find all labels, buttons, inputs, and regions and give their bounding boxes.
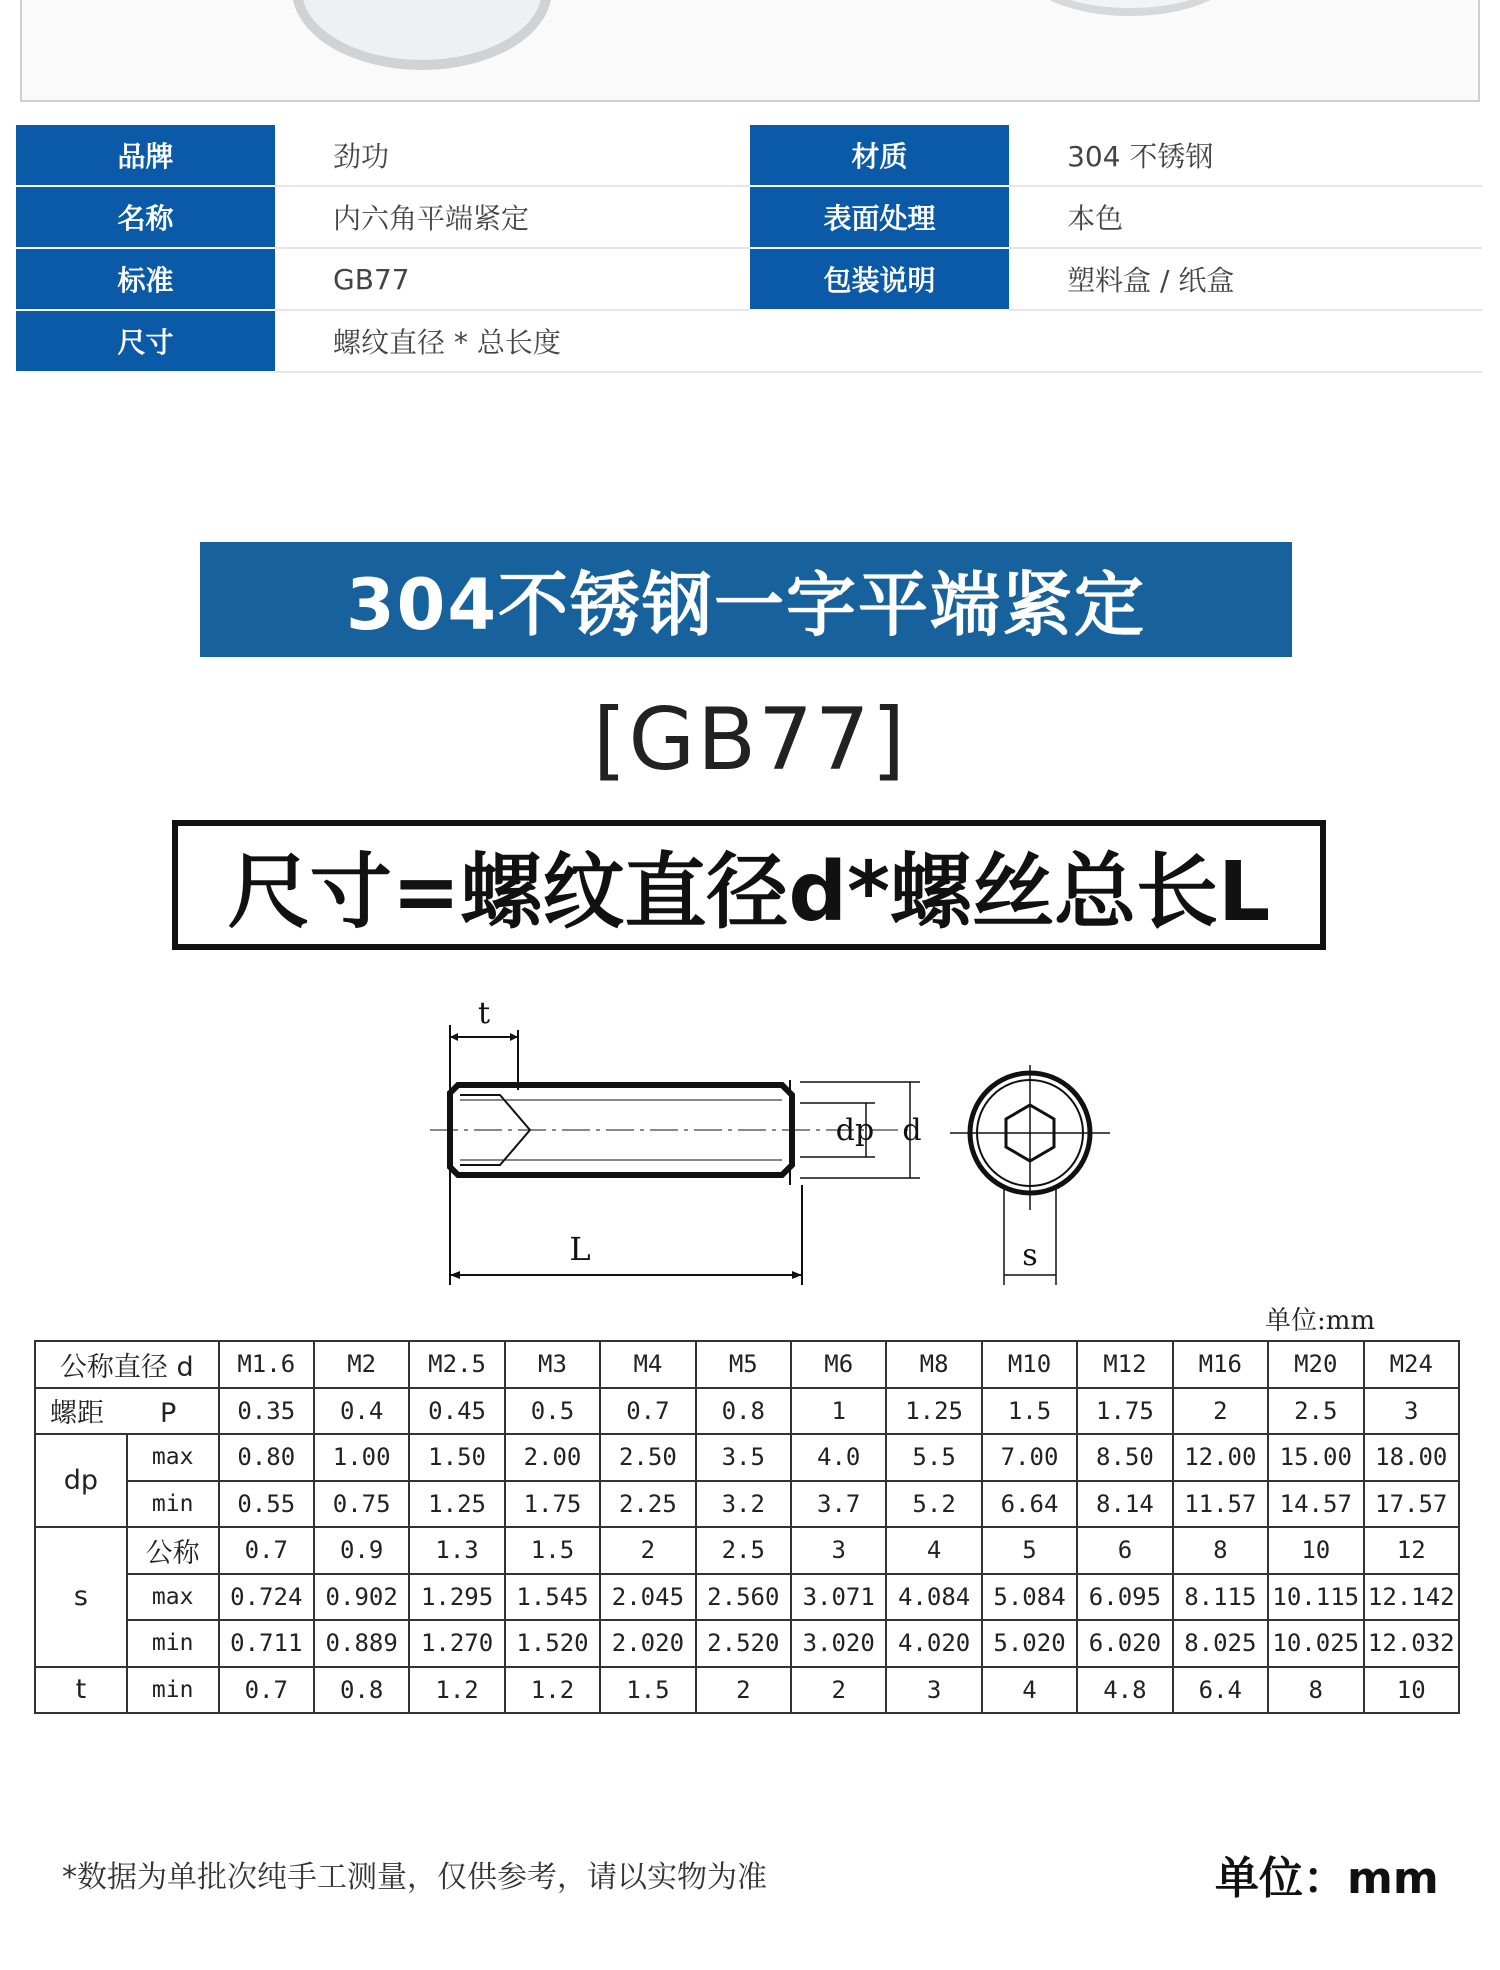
table-cell: 0.8: [696, 1388, 791, 1435]
table-row: [35, 1434, 1459, 1481]
table-cell: 15.00: [1268, 1434, 1363, 1481]
table-cell: 8.025: [1173, 1620, 1268, 1667]
table-cell: 6.4: [1173, 1667, 1268, 1714]
table-cell: 7.00: [982, 1434, 1077, 1481]
max-label: max: [127, 1574, 219, 1621]
table-cell: 8.14: [1077, 1481, 1172, 1528]
table-cell: 0.8: [314, 1667, 409, 1714]
d-label: d: [902, 1113, 922, 1148]
header-label: 公称直径 d: [35, 1341, 219, 1388]
table-cell: 4: [982, 1667, 1077, 1714]
table-cell: 1.270: [409, 1620, 504, 1667]
dp-label: dp: [835, 1113, 875, 1148]
table-cell: 2: [600, 1527, 695, 1574]
spec-table: [16, 125, 1482, 373]
spec-key: 品牌: [16, 125, 275, 186]
table-cell: M10: [982, 1341, 1077, 1388]
table-cell: 3: [886, 1667, 981, 1714]
table-cell: 2.520: [696, 1620, 791, 1667]
table-cell: 0.75: [314, 1481, 409, 1528]
table-cell: 1.3: [409, 1527, 504, 1574]
table-cell: 2.5: [696, 1527, 791, 1574]
pitch-label: [35, 1388, 219, 1435]
table-cell: M16: [1173, 1341, 1268, 1388]
min-label: min: [127, 1667, 219, 1714]
table-cell: 5: [982, 1527, 1077, 1574]
table-cell: 1.25: [409, 1481, 504, 1528]
table-cell: 10: [1268, 1527, 1363, 1574]
table-cell: 2.020: [600, 1620, 695, 1667]
table-cell: 1.00: [314, 1434, 409, 1481]
table-cell: M6: [791, 1341, 886, 1388]
spec-value: 本色: [1009, 186, 1482, 248]
table-cell: 2.5: [1268, 1388, 1363, 1435]
pitch-symbol: P: [160, 1398, 177, 1430]
table-cell: M20: [1268, 1341, 1363, 1388]
title-banner: 304不锈钢一字平端紧定: [200, 542, 1292, 657]
screw-image: [292, 0, 552, 70]
table-cell: M12: [1077, 1341, 1172, 1388]
dp-group-label: dp: [35, 1434, 127, 1527]
product-photo: [20, 0, 1480, 102]
max-label: max: [127, 1434, 219, 1481]
table-cell: 11.57: [1173, 1481, 1268, 1528]
table-row: [35, 1574, 1459, 1621]
table-cell: 0.889: [314, 1620, 409, 1667]
table-cell: 0.35: [219, 1388, 314, 1435]
table-cell: 2.560: [696, 1574, 791, 1621]
table-cell: M1.6: [219, 1341, 314, 1388]
table-cell: 12: [1364, 1527, 1460, 1574]
table-cell: 1.75: [505, 1481, 600, 1528]
table-cell: 2.25: [600, 1481, 695, 1528]
spec-value: 内六角平端紧定: [275, 186, 750, 248]
dimension-table: [34, 1340, 1460, 1714]
dimension-table-body: [35, 1341, 1459, 1713]
table-cell: M2.5: [409, 1341, 504, 1388]
table-cell: 0.902: [314, 1574, 409, 1621]
table-cell: 8: [1268, 1667, 1363, 1714]
table-cell: 2: [791, 1667, 886, 1714]
table-cell: 2: [696, 1667, 791, 1714]
table-row: [35, 1667, 1459, 1714]
table-cell: 12.032: [1364, 1620, 1460, 1667]
spec-value: 劲功: [275, 125, 750, 186]
table-cell: 1.2: [409, 1667, 504, 1714]
table-cell: 14.57: [1268, 1481, 1363, 1528]
spec-key: 尺寸: [16, 310, 275, 372]
spec-key: 名称: [16, 186, 275, 248]
disclaimer-note: *数据为单批次纯手工测量，仅供参考，请以实物为准: [62, 1860, 767, 1895]
spec-value: 螺纹直径 * 总长度: [275, 310, 1482, 372]
table-cell: 4.084: [886, 1574, 981, 1621]
table-cell: M8: [886, 1341, 981, 1388]
table-cell: 0.711: [219, 1620, 314, 1667]
table-cell: M5: [696, 1341, 791, 1388]
table-cell: 2.50: [600, 1434, 695, 1481]
spec-key: 标准: [16, 248, 275, 310]
table-cell: 10.025: [1268, 1620, 1363, 1667]
table-cell: 6.64: [982, 1481, 1077, 1528]
table-cell: 0.80: [219, 1434, 314, 1481]
spec-value: GB77: [275, 248, 750, 310]
screw-drawing: [430, 985, 1130, 1285]
table-cell: 0.45: [409, 1388, 504, 1435]
table-header-row: [35, 1341, 1459, 1388]
table-cell: 5.2: [886, 1481, 981, 1528]
table-row: [35, 1388, 1459, 1435]
unit-label-small: 单位:mm: [1265, 1306, 1376, 1336]
table-cell: 2: [1173, 1388, 1268, 1435]
table-cell: 0.5: [505, 1388, 600, 1435]
table-cell: 1.2: [505, 1667, 600, 1714]
table-cell: 0.9: [314, 1527, 409, 1574]
min-label: min: [127, 1481, 219, 1528]
table-cell: 0.7: [600, 1388, 695, 1435]
table-cell: 0.724: [219, 1574, 314, 1621]
table-cell: 0.7: [219, 1527, 314, 1574]
table-cell: 3: [1364, 1388, 1460, 1435]
table-cell: 3.020: [791, 1620, 886, 1667]
table-row: [35, 1481, 1459, 1528]
table-cell: 1.25: [886, 1388, 981, 1435]
table-cell: 17.57: [1364, 1481, 1460, 1528]
table-cell: M4: [600, 1341, 695, 1388]
s-label: s: [1022, 1238, 1038, 1273]
table-cell: 4.8: [1077, 1667, 1172, 1714]
table-cell: 1.75: [1077, 1388, 1172, 1435]
table-cell: 5.084: [982, 1574, 1077, 1621]
table-cell: 2.045: [600, 1574, 695, 1621]
table-cell: 2.00: [505, 1434, 600, 1481]
table-cell: 4: [886, 1527, 981, 1574]
table-cell: 5.020: [982, 1620, 1077, 1667]
spec-row: [16, 248, 1482, 310]
nominal-label: 公称: [127, 1527, 219, 1574]
spec-value: 塑料盒 / 纸盒: [1009, 248, 1482, 310]
table-cell: 10.115: [1268, 1574, 1363, 1621]
table-cell: 3.7: [791, 1481, 886, 1528]
table-cell: 4.020: [886, 1620, 981, 1667]
table-cell: 10: [1364, 1667, 1460, 1714]
s-group-label: s: [35, 1527, 127, 1667]
table-cell: 3.5: [696, 1434, 791, 1481]
table-cell: 1.545: [505, 1574, 600, 1621]
spec-value: 304 不锈钢: [1009, 125, 1482, 186]
table-cell: 1.520: [505, 1620, 600, 1667]
table-cell: 8.50: [1077, 1434, 1172, 1481]
table-cell: M24: [1364, 1341, 1460, 1388]
table-row: [35, 1620, 1459, 1667]
table-cell: 3.2: [696, 1481, 791, 1528]
spec-key: 材质: [750, 125, 1009, 186]
table-cell: 1.295: [409, 1574, 504, 1621]
pitch-label-text: 螺距: [50, 1398, 104, 1430]
unit-label-large: 单位：mm: [1215, 1853, 1439, 1904]
spec-key: 包装说明: [750, 248, 1009, 310]
table-cell: 1: [791, 1388, 886, 1435]
table-cell: 0.7: [219, 1667, 314, 1714]
standard-label: [GB77]: [592, 690, 908, 790]
table-cell: 12.00: [1173, 1434, 1268, 1481]
table-cell: 5.5: [886, 1434, 981, 1481]
table-cell: 0.55: [219, 1481, 314, 1528]
table-cell: 8.115: [1173, 1574, 1268, 1621]
t-group-label: t: [35, 1667, 127, 1714]
t-label: t: [477, 996, 491, 1031]
spec-row: [16, 310, 1482, 372]
table-cell: 6.020: [1077, 1620, 1172, 1667]
spec-row: [16, 186, 1482, 248]
min-label: min: [127, 1620, 219, 1667]
table-cell: M2: [314, 1341, 409, 1388]
table-cell: 6.095: [1077, 1574, 1172, 1621]
table-cell: 18.00: [1364, 1434, 1460, 1481]
table-cell: 3: [791, 1527, 886, 1574]
table-cell: 6: [1077, 1527, 1172, 1574]
table-cell: 1.50: [409, 1434, 504, 1481]
table-cell: 4.0: [791, 1434, 886, 1481]
size-formula: 尺寸=螺纹直径d*螺丝总长L: [172, 820, 1326, 950]
table-cell: 1.5: [505, 1527, 600, 1574]
spec-row: [16, 125, 1482, 186]
L-label: L: [569, 1230, 591, 1268]
table-row: [35, 1527, 1459, 1574]
table-cell: 1.5: [982, 1388, 1077, 1435]
table-cell: 3.071: [791, 1574, 886, 1621]
spec-key: 表面处理: [750, 186, 1009, 248]
table-cell: M3: [505, 1341, 600, 1388]
table-cell: 8: [1173, 1527, 1268, 1574]
screw-image: [1022, 0, 1238, 16]
table-cell: 1.5: [600, 1667, 695, 1714]
table-cell: 12.142: [1364, 1574, 1460, 1621]
table-cell: 0.4: [314, 1388, 409, 1435]
